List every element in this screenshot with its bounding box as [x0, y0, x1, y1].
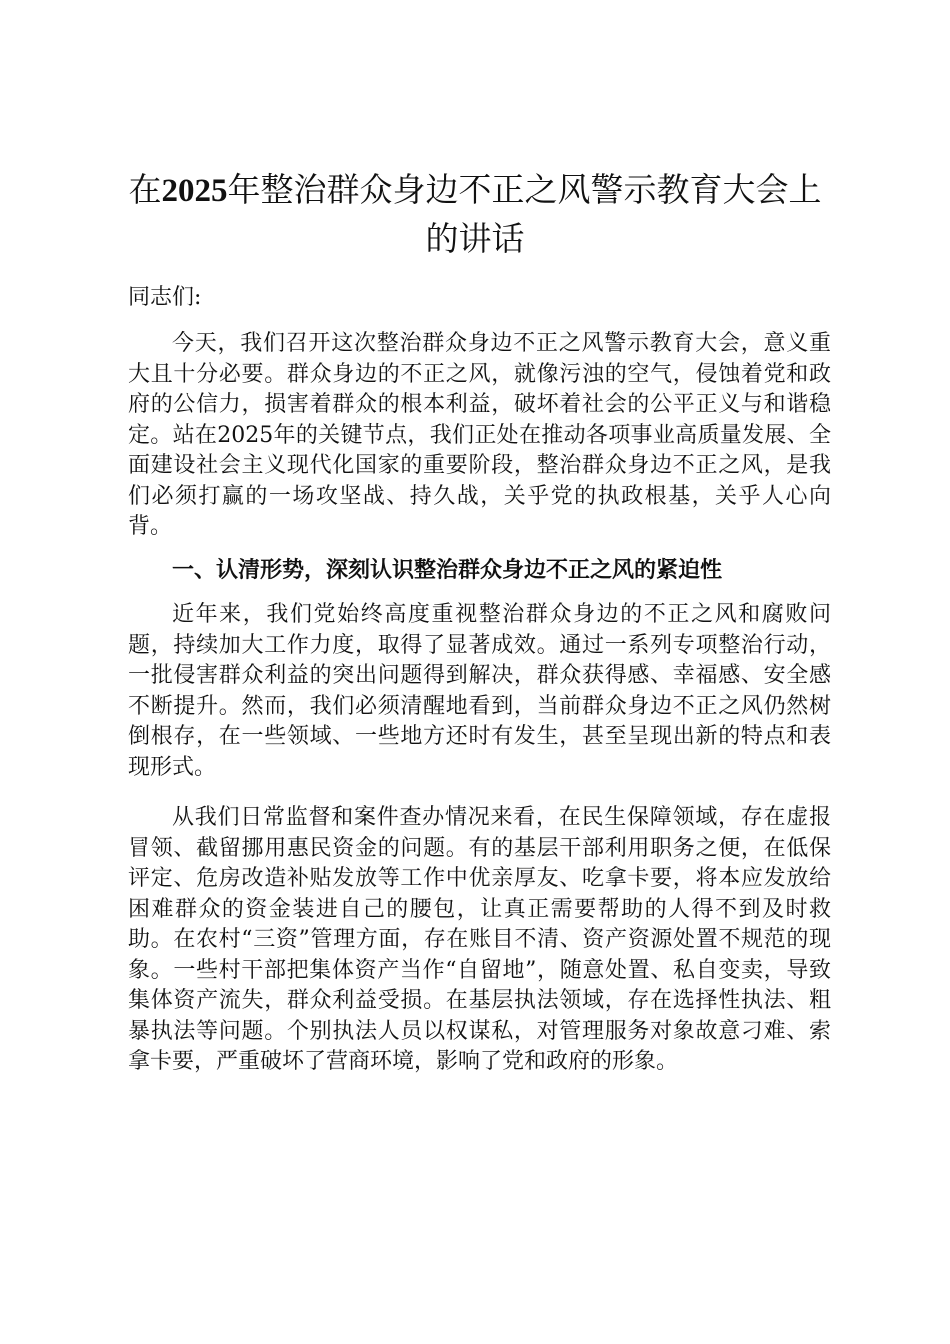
- section-heading-1: 一、认清形势，深刻认识整治群众身边不正之风的紧迫性: [172, 558, 723, 583]
- paragraph-2: 近年来，我们党始终高度重视整治群众身边的不正之风和腐败问题，持续加大工作力度，取得了显著成效。通过一系列专项整治行动，一批侵害群众利益的突出问题得到解决，群众获得感、幸福感、安全感不断提升。然而，我们必须清醒地看到，当前群众身边不正之风仍然树倒根存，在一些领域、一些地方还时有发生，甚至呈现出新的特点和表现形式。: [128, 602, 831, 780]
- salutation: 同志们:: [128, 285, 202, 310]
- paragraph-1: 今天，我们召开这次整治群众身边不正之风警示教育大会，意义重大且十分必要。群众身边的不正之风，就像污浊的空气，侵蚀着党和政府的公信力，损害着群众的根本利益，破坏着社会的公平正义与和谐稳定。站在2025年的关键节点，我们正处在推动各项事业高质量发展、全面建设社会主义现代化国家的重要阶段，整治群众身边不正之风，是我们必须打赢的一场攻坚战、持久战，关乎党的执政根基，关乎人心向背。: [128, 331, 831, 539]
- paragraph-3: 从我们日常监督和案件查办情况来看，在民生保障领域，存在虚报冒领、截留挪用惠民资金的问题。有的基层干部利用职务之便，在低保评定、危房改造补贴发放等工作中优亲厚友、吃拿卡要，将本应发放给困难群众的资金装进自己的腰包，让真正需要帮助的人得不到及时救助。在农村“三资”管理方面，存在账目不清、资产资源处置不规范的现象。一些村干部把集体资产当作“自留地”，随意处置、私自变卖，导致集体资产流失，群众利益受损。在基层执法领域，存在选择性执法、粗暴执法等问题。个别执法人员以权谋私，对管理服务对象故意刁难、索拿卡要，严重破坏了营商环境，影响了党和政府的形象。: [128, 805, 831, 1074]
- document-title: [120, 166, 830, 262]
- title-year: 2025: [161, 173, 228, 209]
- title-suffix: 年整治群众身边不正之风警示教育大会上的讲话: [227, 170, 822, 258]
- title-prefix: 在: [128, 170, 162, 209]
